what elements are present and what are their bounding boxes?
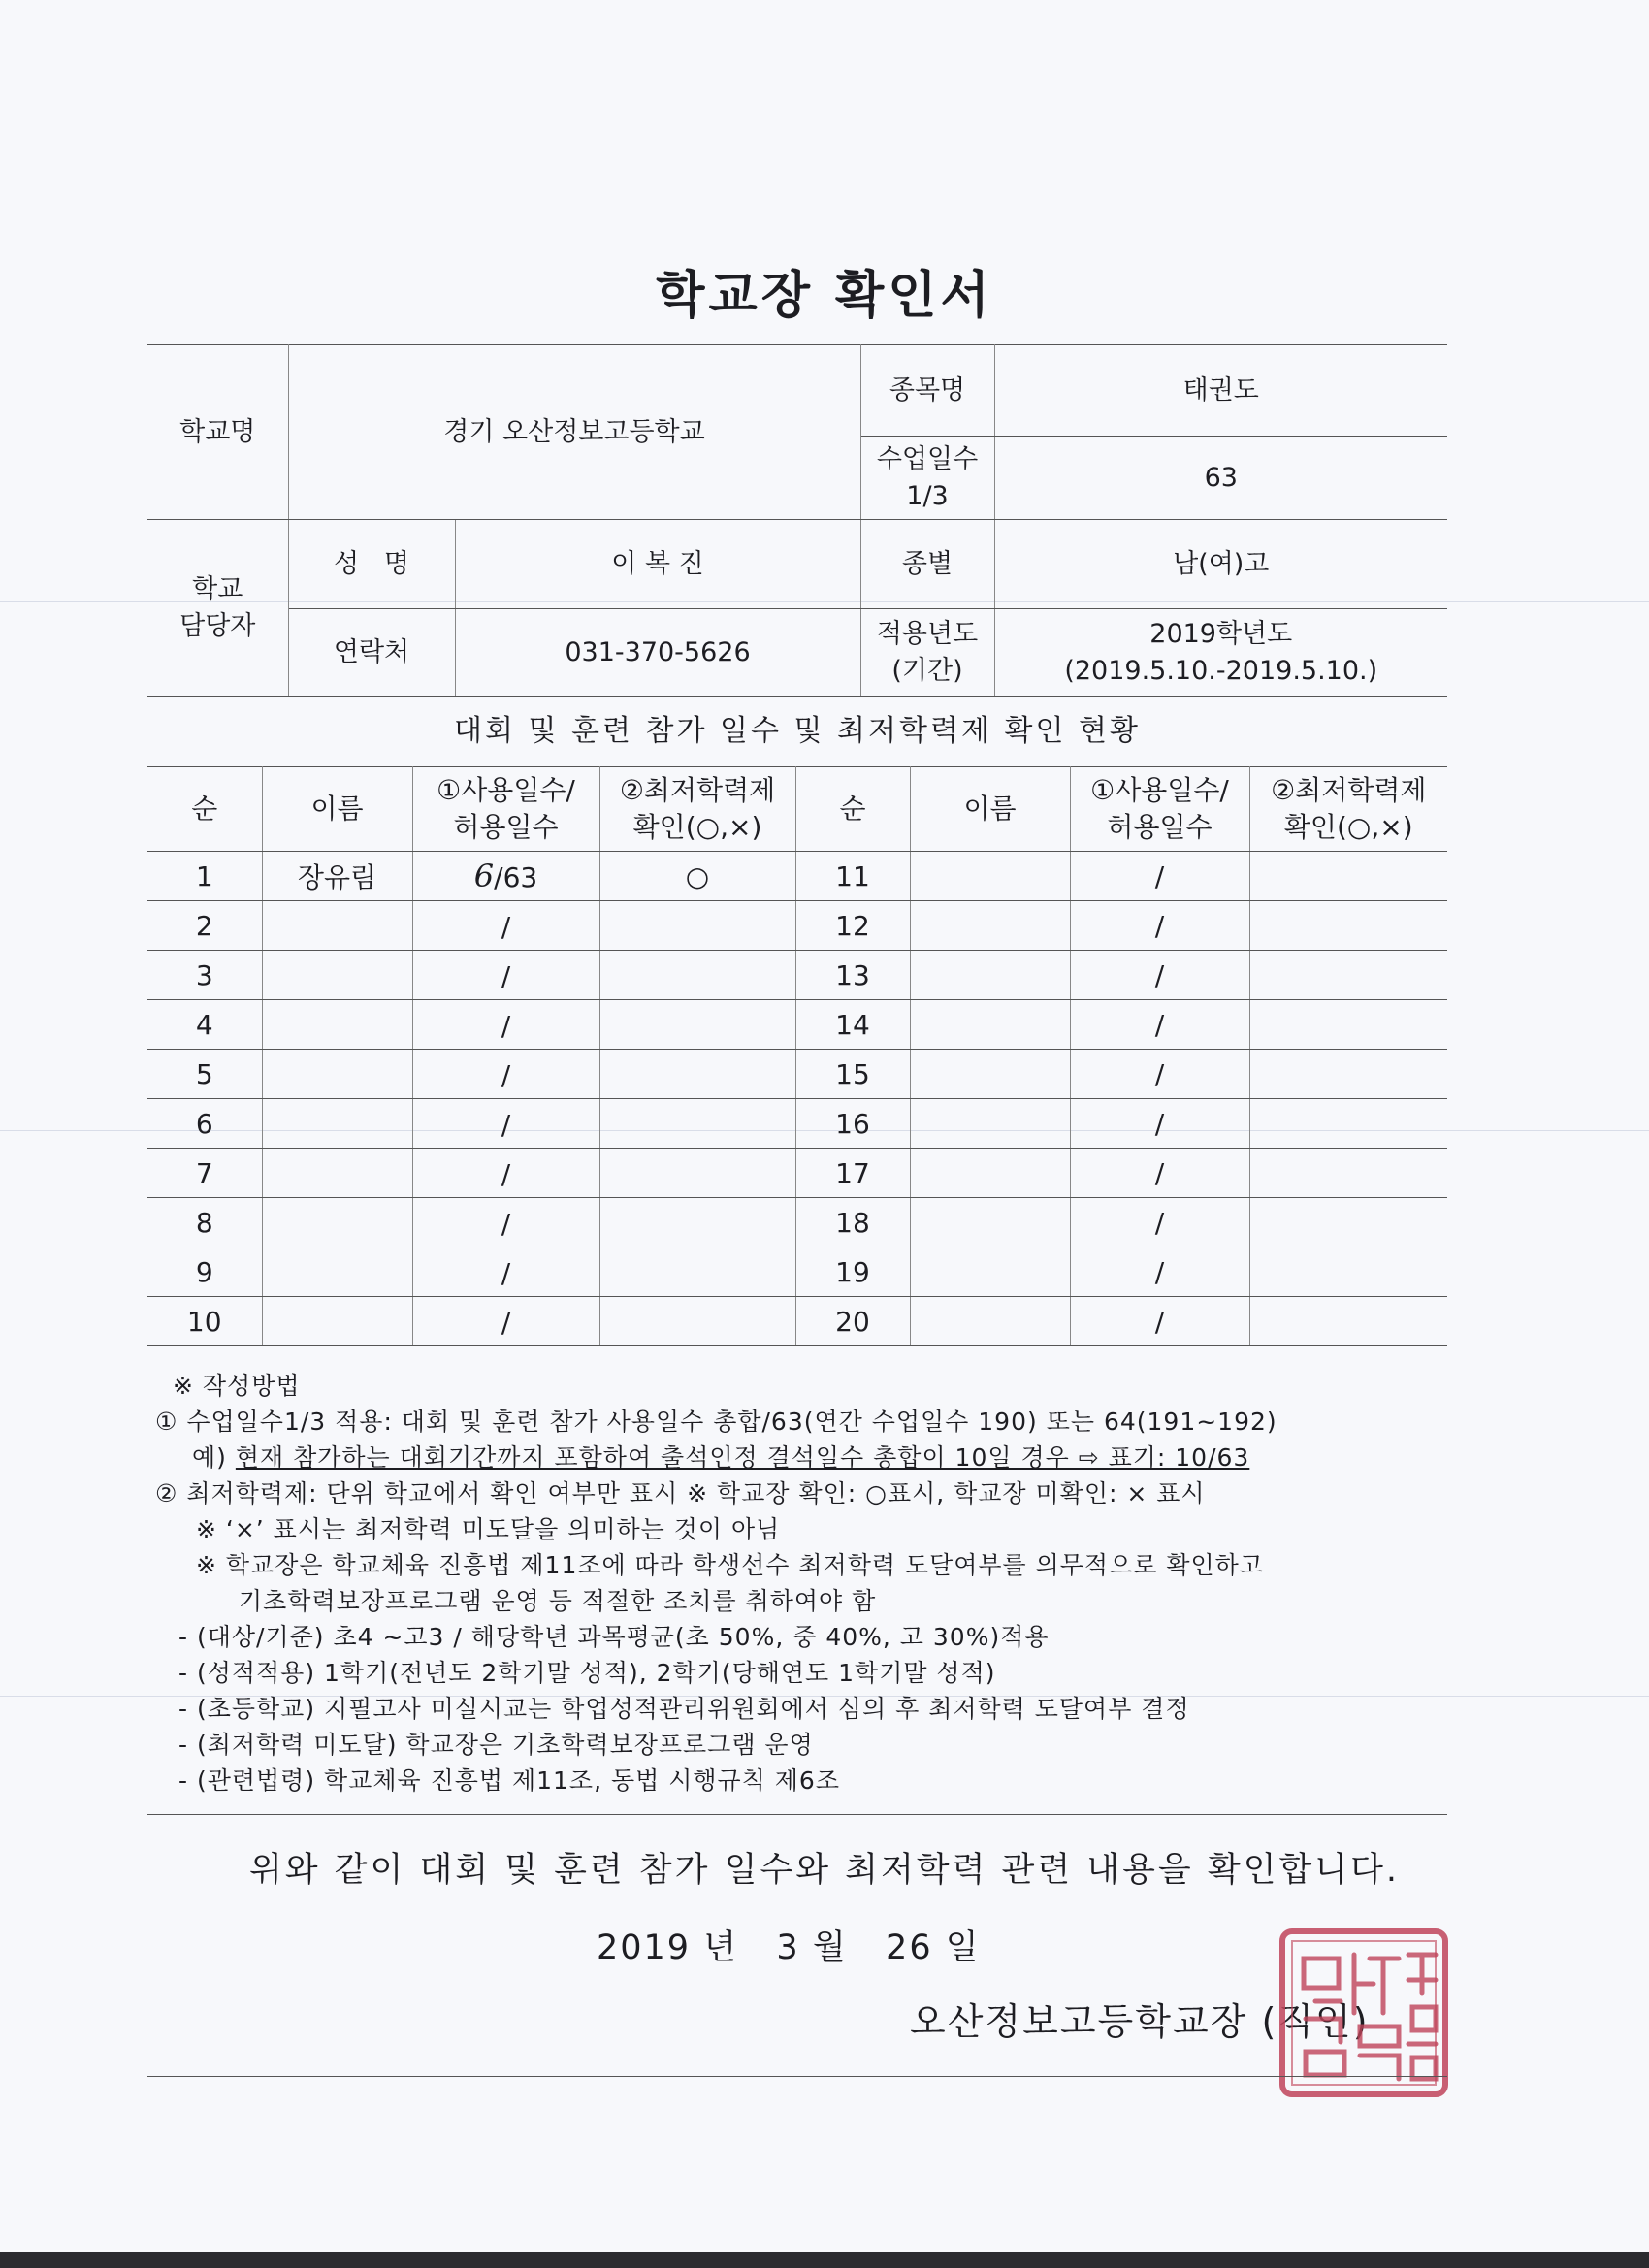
- participation-table: [147, 766, 1447, 1346]
- name-value: 이 복 진: [455, 520, 860, 609]
- row-check: [599, 1050, 795, 1099]
- row-name: [262, 901, 412, 951]
- table-row: [147, 1247, 1447, 1297]
- row-check-2: [1249, 852, 1447, 901]
- col-days-line2: 허용일수: [1107, 811, 1212, 843]
- row-check: [599, 901, 795, 951]
- phone-value: 031-370-5626: [455, 609, 860, 697]
- col-check-line1: ②최저학력제: [619, 774, 776, 806]
- row-check: [599, 1198, 795, 1247]
- row-name: [262, 1297, 412, 1346]
- row-name: [262, 1149, 412, 1198]
- row-name-2: [910, 1198, 1070, 1247]
- row-name-2: [910, 1149, 1070, 1198]
- handwritten-days: 6: [473, 858, 495, 894]
- contact-group-line2: 담당자: [179, 610, 256, 641]
- row-days-2: /: [1070, 1000, 1249, 1050]
- document-title: 학교장 확인서: [656, 267, 993, 325]
- days-value: /: [501, 1059, 511, 1091]
- section-subtitle: 대회 및 훈련 참가 일수 및 최저학력제 확인 현황: [454, 714, 1141, 748]
- row-name-2: [910, 1297, 1070, 1346]
- row-no: 4: [147, 1000, 262, 1050]
- row-check-2: [1249, 1099, 1447, 1149]
- row-no-2: 15: [795, 1050, 910, 1099]
- days-value: /63: [494, 861, 538, 893]
- note-2b-cont: 기초학력보장프로그램 운영 등 적절한 조치를 취하여야 함: [239, 1587, 877, 1615]
- detail-3: - (초등학교) 지필고사 미실시교는 학업성적관리위원회에서 심의 후 최저학력 도달여부 결정: [178, 1695, 1190, 1723]
- days-value: /: [501, 911, 511, 943]
- year-value: [994, 609, 1447, 697]
- row-check-2: [1249, 1149, 1447, 1198]
- table-row: [147, 1297, 1447, 1346]
- col-days-line1: ①사용일수/: [1090, 774, 1229, 806]
- row-no: 5: [147, 1050, 262, 1099]
- official-seal-stamp: [1277, 1926, 1451, 2100]
- row-days: [412, 852, 599, 901]
- sport-value: 태권도: [994, 345, 1447, 437]
- row-days: [412, 901, 599, 951]
- row-check-2: [1249, 1247, 1447, 1297]
- days-label-line1: 수업일수: [876, 443, 979, 474]
- days-value: /: [501, 1109, 511, 1141]
- col-days-line1: ①사용일수/: [436, 774, 575, 806]
- row-name-2: [910, 901, 1070, 951]
- row-no-2: 20: [795, 1297, 910, 1346]
- col-check-line2: 확인(○,×): [632, 811, 762, 843]
- row-check-2: [1249, 1198, 1447, 1247]
- note-1-example-text: 현재 참가하는 대회기간까지 포함하여 출석인정 결석일수 총합이 10일 경우 ⇨ 표기: 10/63: [235, 1443, 1250, 1472]
- row-days: [412, 1198, 599, 1247]
- row-check: [599, 1000, 795, 1050]
- table-row: [147, 1099, 1447, 1149]
- date-month: 3: [776, 1928, 800, 1967]
- row-days-2: /: [1070, 852, 1249, 901]
- note-2: ② 최저학력제: 단위 학교에서 확인 여부만 표시 ※ 학교장 확인: ○표시, 학교장 미확인: × 표시: [155, 1479, 1206, 1507]
- row-no: 3: [147, 951, 262, 1000]
- year-label-line1: 적용년도: [876, 618, 979, 649]
- note-1-example: [155, 1440, 1455, 1475]
- row-check: [599, 1297, 795, 1346]
- row-no-2: 13: [795, 951, 910, 1000]
- col-check-header: [599, 767, 795, 852]
- row-days-2: /: [1070, 1099, 1249, 1149]
- days-value: 63: [994, 437, 1447, 520]
- row-no: 6: [147, 1099, 262, 1149]
- date-year-unit: 년: [703, 1928, 739, 1967]
- row-no-2: 18: [795, 1198, 910, 1247]
- contact-group-label: [147, 520, 288, 697]
- row-name-2: [910, 1099, 1070, 1149]
- row-days-2: /: [1070, 1050, 1249, 1099]
- row-days: [412, 1247, 599, 1297]
- row-days-2: /: [1070, 1247, 1249, 1297]
- row-no: 2: [147, 901, 262, 951]
- row-check: ○: [599, 852, 795, 901]
- notes-heading: ※ 작성방법: [173, 1372, 301, 1400]
- info-table: [147, 344, 1447, 697]
- school-value: 경기 오산정보고등학교: [288, 345, 860, 520]
- row-name-2: [910, 1000, 1070, 1050]
- days-value: /: [501, 1208, 511, 1240]
- row-days-2: /: [1070, 1297, 1249, 1346]
- col-name-header: 이름: [262, 767, 412, 852]
- days-value: /: [501, 1257, 511, 1289]
- row-days-2: /: [1070, 901, 1249, 951]
- row-check-2: [1249, 901, 1447, 951]
- row-check: [599, 1149, 795, 1198]
- row-name-2: [910, 951, 1070, 1000]
- row-days: [412, 951, 599, 1000]
- note-2b: ※ 학교장은 학교체육 진흥법 제11조에 따라 학생선수 최저학력 도달여부를 의무적으로 확인하고: [196, 1551, 1264, 1579]
- days-label: [860, 437, 994, 520]
- days-value: /: [501, 1158, 511, 1190]
- contact-group-line1: 학교: [192, 573, 243, 604]
- row-no-2: 17: [795, 1149, 910, 1198]
- days-value: /: [501, 1010, 511, 1042]
- table-row: [147, 1000, 1447, 1050]
- type-label: 종별: [860, 520, 994, 609]
- row-no: 1: [147, 852, 262, 901]
- row-days: [412, 1050, 599, 1099]
- col-name-header-2: 이름: [910, 767, 1070, 852]
- col-check-header-2: [1249, 767, 1447, 852]
- row-name: [262, 1050, 412, 1099]
- row-days: [412, 1297, 599, 1346]
- date-day-unit: 일: [945, 1928, 981, 1967]
- col-no-header: 순: [147, 767, 262, 852]
- row-check-2: [1249, 951, 1447, 1000]
- date-day: 26: [886, 1928, 933, 1967]
- table-row: [147, 901, 1447, 951]
- row-check: [599, 1099, 795, 1149]
- col-check-line2: 확인(○,×): [1283, 811, 1413, 843]
- scan-edge: [0, 2252, 1649, 2268]
- row-no: 8: [147, 1198, 262, 1247]
- row-name: [262, 951, 412, 1000]
- row-check: [599, 1247, 795, 1297]
- detail-2: - (성적적용) 1학기(전년도 2학기말 성적), 2학기(당해연도 1학기말 성적): [178, 1659, 996, 1687]
- col-days-line2: 허용일수: [453, 811, 559, 843]
- col-no-header-2: 순: [795, 767, 910, 852]
- bottom-divider: [147, 2076, 1447, 2077]
- row-name-2: [910, 852, 1070, 901]
- table-header-row: [147, 767, 1447, 852]
- school-label: 학교명: [147, 345, 288, 520]
- table-row: [147, 1149, 1447, 1198]
- row-name: [262, 1000, 412, 1050]
- divider: [147, 1814, 1447, 1815]
- days-value: /: [501, 960, 511, 992]
- row-check-2: [1249, 1000, 1447, 1050]
- table-row: [147, 951, 1447, 1000]
- row-check-2: [1249, 1050, 1447, 1099]
- year-value-line1: 2019학년도: [1149, 618, 1293, 649]
- col-check-line1: ②최저학력제: [1271, 774, 1427, 806]
- note-1-example-prefix: 예): [192, 1443, 227, 1472]
- confirmation-statement: 위와 같이 대회 및 훈련 참가 일수와 최저학력 관련 내용을 확인합니다.: [248, 1851, 1401, 1890]
- row-no: 9: [147, 1247, 262, 1297]
- row-no-2: 14: [795, 1000, 910, 1050]
- row-no-2: 12: [795, 901, 910, 951]
- row-days: [412, 1099, 599, 1149]
- row-days: [412, 1149, 599, 1198]
- row-name-2: [910, 1247, 1070, 1297]
- row-no-2: 11: [795, 852, 910, 901]
- sport-label: 종목명: [860, 345, 994, 437]
- row-check: [599, 951, 795, 1000]
- detail-5: - (관련법령) 학교체육 진흥법 제11조, 동법 시행규칙 제6조: [178, 1766, 840, 1795]
- date-year: 2019: [597, 1928, 692, 1967]
- row-no-2: 16: [795, 1099, 910, 1149]
- row-no: 10: [147, 1297, 262, 1346]
- note-1: ① 수업일수1/3 적용: 대회 및 훈련 참가 사용일수 총합/63(연간 수업일수 190) 또는 64(191~192): [155, 1408, 1277, 1436]
- instructions: [155, 1368, 1455, 1798]
- row-name-2: [910, 1050, 1070, 1099]
- row-name: [262, 1198, 412, 1247]
- row-no: 7: [147, 1149, 262, 1198]
- days-label-line2: 1/3: [906, 480, 949, 511]
- year-label-line2: (기간): [891, 655, 963, 686]
- row-name: [262, 1099, 412, 1149]
- table-row: [147, 1198, 1447, 1247]
- table-row: [147, 1050, 1447, 1099]
- phone-label: 연락처: [288, 609, 455, 697]
- row-no-2: 19: [795, 1247, 910, 1297]
- detail-1: - (대상/기준) 초4 ~고3 / 해당학년 과목평균(초 50%, 중 40%, 고 30%)적용: [178, 1623, 1050, 1651]
- year-label: [860, 609, 994, 697]
- col-days-header-2: [1070, 767, 1249, 852]
- days-value: /: [501, 1307, 511, 1339]
- row-days-2: /: [1070, 951, 1249, 1000]
- type-value: 남(여)고: [994, 520, 1447, 609]
- note-2a: ※ ‘×’ 표시는 최저학력 미도달을 의미하는 것이 아님: [196, 1515, 781, 1543]
- year-value-line2: (2019.5.10.-2019.5.10.): [1064, 655, 1378, 686]
- row-days-2: /: [1070, 1198, 1249, 1247]
- row-days-2: /: [1070, 1149, 1249, 1198]
- col-days-header: [412, 767, 599, 852]
- issue-date: [597, 1921, 981, 1969]
- row-check-2: [1249, 1297, 1447, 1346]
- name-label: 성 명: [288, 520, 455, 609]
- table-row: [147, 852, 1447, 901]
- signer-name: 오산정보고등학교장 (직인): [910, 2000, 1370, 2043]
- row-name: [262, 1247, 412, 1297]
- date-month-unit: 월: [812, 1928, 848, 1967]
- detail-4: - (최저학력 미도달) 학교장은 기초학력보장프로그램 운영: [178, 1731, 814, 1759]
- row-name: 장유림: [262, 852, 412, 901]
- row-days: [412, 1000, 599, 1050]
